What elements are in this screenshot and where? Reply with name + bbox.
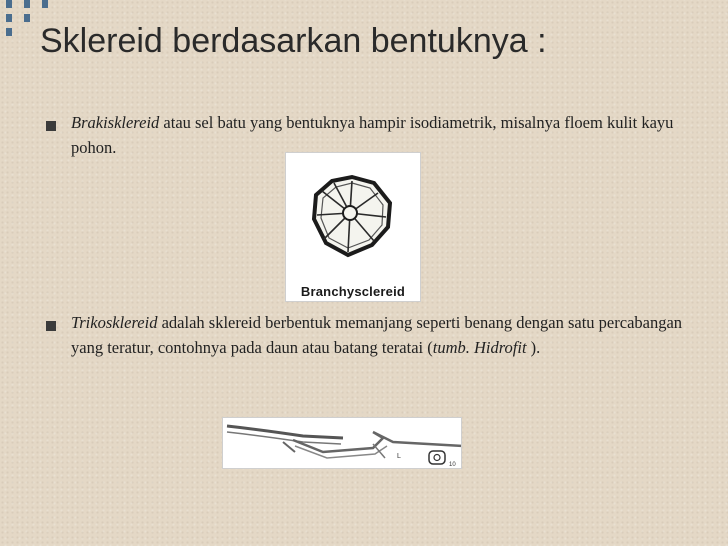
brachysclereid-caption: Branchysclereid [300, 284, 406, 299]
trichosclereid-figure [222, 417, 462, 469]
trichosclereid-drawing [223, 418, 462, 469]
brachysclereid-drawing [286, 153, 421, 285]
description-brakisklereid: atau sel batu yang bentuknya hampir isodiametrik, misalnya floem kulit kayu pohon. [71, 113, 674, 157]
term-brakisklereid: Brakisklereid [71, 113, 160, 132]
term-hidrofit: tumb. Hidrofit [432, 338, 527, 357]
description-trikosklereid: adalah sklereid berbentuk memanjang seperti benang dengan satu percabangan yang teratur, contohnya pada daun atau batang teratai ( [71, 313, 683, 357]
bullet-marker [46, 121, 56, 131]
bullet-marker [46, 321, 56, 331]
description-end: ). [526, 338, 541, 357]
bullet-text-trikosklereid [71, 310, 691, 360]
term-trikosklereid: Trikosklereid [71, 313, 158, 332]
trichosclereid-label: L [397, 453, 401, 460]
slide-title: Sklereid berdasarkan bentuknya : [40, 22, 547, 60]
trichosclereid-number: 10 [449, 462, 456, 468]
brachysclereid-figure [285, 152, 421, 302]
